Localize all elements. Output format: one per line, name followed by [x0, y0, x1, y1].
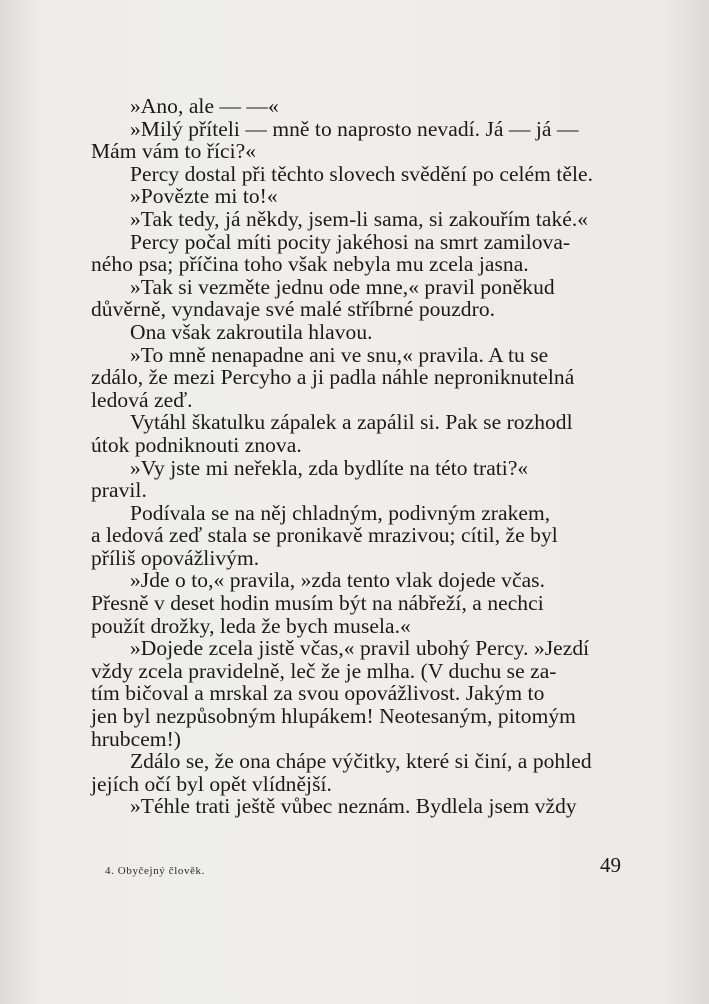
- text-line: »To mně nenapadne ani ve snu,« pravila. A tu se: [130, 342, 549, 367]
- text-line: »Ano, ale — —«: [130, 94, 279, 118]
- text-line: jen byl nezpůsobným hlupákem! Neotesaným, pitomým: [91, 704, 576, 729]
- text-line: Mám vám to říci?«: [91, 139, 257, 164]
- text-line: »Jde o to,« pravila, »zda tento vlak dojede včas.: [130, 568, 546, 593]
- body-text: [91, 95, 631, 818]
- text-line: jejích očí byl opět vlídnější.: [91, 771, 332, 796]
- text-line: tím bičoval a mrskal za svou opovážlivost. Jakým to: [91, 681, 545, 706]
- text-line: »Téhle trati ještě vůbec neznám. Bydlela jsem vždy: [130, 794, 577, 819]
- text-line: »Tak tedy, já někdy, jsem-li sama, si zakouřím také.«: [130, 206, 589, 231]
- text-line: Vytáhl škatulku zápalek a zapálil si. Pak se rozhodl: [130, 410, 573, 435]
- text-line: důvěrně, vyndavaje své malé stříbrné pouzdro.: [91, 297, 496, 322]
- text-line: příliš opovážlivým.: [91, 545, 260, 570]
- printer-signature: 4. Obyčejný člověk.: [105, 865, 205, 877]
- page-number: 49: [600, 853, 621, 877]
- text-line: ledová zeď.: [91, 387, 193, 412]
- text-line: »Milý příteli — mně to naprosto nevadí. Já — já —: [130, 116, 579, 141]
- text-line: pravil.: [91, 478, 147, 503]
- text-line: Percy počal míti pocity jakéhosi na smrt zamilova-: [130, 229, 571, 254]
- text-line: Přesně v deset hodin musím být na nábřeží, a nechci: [91, 591, 544, 616]
- text-line: »Dojede zcela jistě včas,« pravil ubohý Percy. »Jezdí: [130, 636, 590, 661]
- text-line: vždy zcela pravidelně, leč že je mlha. (V duchu se za-: [91, 658, 557, 683]
- text-line: a ledová zeď stala se pronikavě mrazivou; cítil, že byl: [91, 523, 558, 548]
- text-line: útok podniknouti znova.: [91, 432, 302, 457]
- text-line: »Vy jste mi neřekla, zda bydlíte na této trati?«: [130, 455, 529, 480]
- text-line: Podívala se na něj chladným, podivným zrakem,: [130, 500, 551, 525]
- text-line: Zdálo se, že ona chápe výčitky, které si činí, a pohled: [130, 749, 592, 774]
- text-line: hrubcem!): [91, 726, 181, 751]
- text-line: zdálo, že mezi Percyho a ji padla náhle neproniknutelná: [91, 365, 575, 390]
- text-line: použít drožky, leda že bych musela.«: [91, 613, 411, 638]
- text-line: Percy dostal při těchto slovech svědění po celém těle.: [130, 161, 594, 186]
- text-line: ného psa; příčina toho však nebyla mu zcela jasna.: [91, 252, 529, 277]
- text-line: »Povězte mi to!«: [130, 184, 278, 209]
- text-line: Ona však zakroutila hlavou.: [130, 319, 373, 344]
- text-line: »Tak si vezměte jednu ode mne,« pravil poněkud: [130, 274, 555, 299]
